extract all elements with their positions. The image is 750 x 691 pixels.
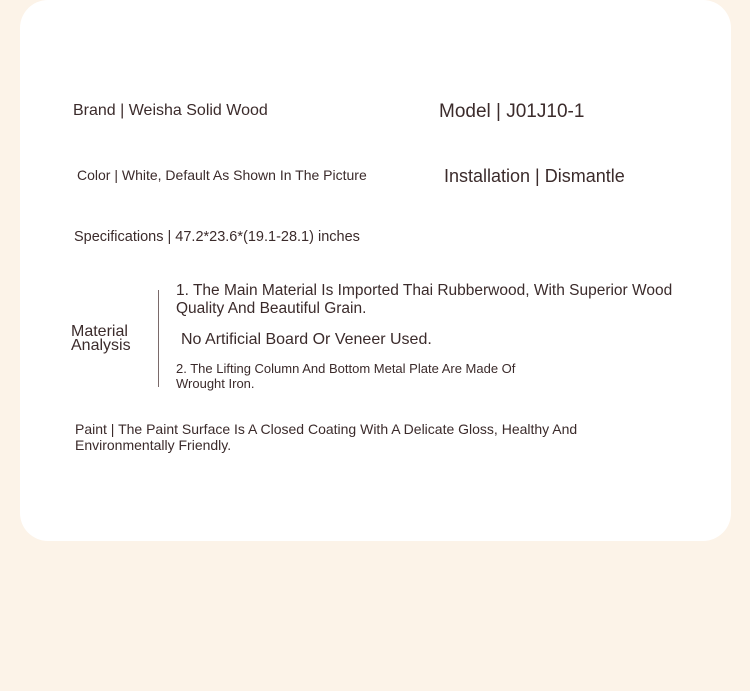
material-analysis-title (71, 325, 131, 353)
material-title-line1: Material (71, 323, 128, 340)
material-point-1: 1. The Main Material Is Imported Thai Rubberwood, With Superior Wood Quality And Beautiful Grain. (176, 282, 673, 317)
material-divider (158, 290, 159, 387)
model-label: Model | J01J10-1 (439, 101, 585, 122)
material-point-1-note: No Artificial Board Or Veneer Used. (181, 331, 432, 348)
specifications-label: Specifications | 47.2*23.6*(19.1-28.1) inches (74, 229, 360, 245)
material-point-2: 2. The Lifting Column And Bottom Metal Plate Are Made Of Wrought Iron. (176, 361, 516, 391)
brand-label: Brand | Weisha Solid Wood (73, 102, 268, 119)
color-label: Color | White, Default As Shown In The Picture (77, 167, 367, 183)
material-title-line2: Analysis (71, 337, 131, 354)
paint-label: Paint | The Paint Surface Is A Closed Coating With A Delicate Gloss, Healthy And Environmentally Friendly. (75, 421, 578, 453)
installation-label: Installation | Dismantle (444, 166, 625, 186)
spec-card (20, 0, 731, 541)
